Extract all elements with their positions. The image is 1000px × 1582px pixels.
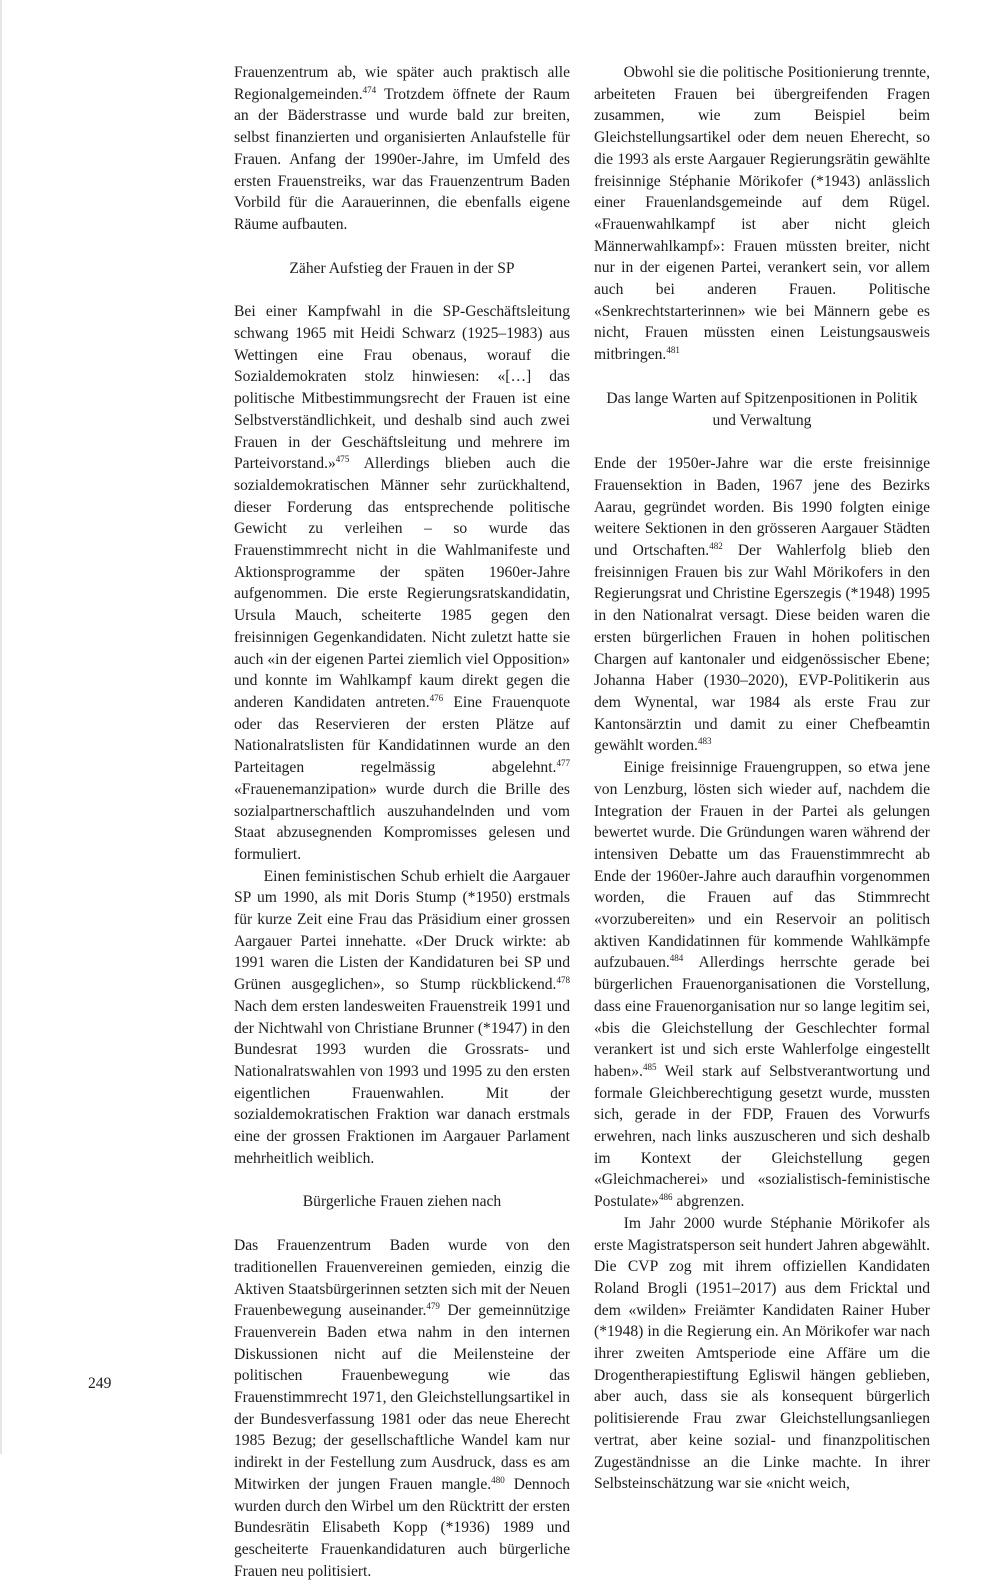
footnote-ref: 475 xyxy=(335,454,350,465)
body-paragraph xyxy=(234,866,570,1170)
footnote-ref: 482 xyxy=(709,541,723,552)
footnote-ref: 484 xyxy=(669,953,684,964)
text-run: Das Frauenzentrum Baden wurde von den traditionellen Frauenvereinen gemieden, einzig die Aktiven Staatsbürgerinnen setzten sich mit der Neuen Frauenbewegung auseinander. xyxy=(234,1237,570,1320)
text-run: Im Jahr 2000 wurde Stéphanie Mörikofer als erste Magistratsperson seit hundert Jahren abgewählt. Die CVP zog mit ihrem offiziellen Kandidaten Roland Brogli (1951–2017) aus dem Fricktal und dem «wilden» Freiämter Kandidaten Rainer Huber (*1948) in die Regierung ein. An Mörikofer war nach ihrer zweiten Amtsperiode eine Affäre um die Drogentherapiestiftung Egliswil hängen geblieben, aber auch, dass sie als konsequent bürgerlich politisierende Frau zwar Gleichstellungsanliegen vertrat, aber keine sozial- und finanzpolitischen Zugeständnisse an die Linke machte. In ihrer Selbsteinschätzung war sie «nicht weich, xyxy=(594,1214,930,1493)
footnote-ref: 480 xyxy=(491,1475,505,1486)
footnote-ref: 481 xyxy=(666,345,680,356)
text-run: Der Wahlerfolg blieb den freisinnigen Frauen bis zur Wahl Mörikofers in den Regierungsrat und Christine Egerszegis (*1948) 1995 in den Nationalrat versagt. Diese beiden waren die ersten bürgerlichen Frauen in hohen politischen Chargen auf kantonaler und eidgenössischer Ebene; Johanna Haber (1930–2020), EVP-Politikerin aus dem Wynental, war 1984 als erste Frau zur Kantonsärztin und damit zu einer Chefbeamtin gewählt worden. xyxy=(594,542,930,755)
text-run: Obwohl sie die politische Positionierung trennte, arbeiteten Frauen bei übergreifenden Fragen zusammen, wie zum Beispiel beim Gleichstellungsartikel oder dem neuen Eherecht, so die 1993 als erste Aargauer Regierungsrätin gewählte freisinnige Stéphanie Mörikofer (*1943) anlässlich einer Frauenlandsgemeinde auf dem Rügel. «Frauenwahlkampf ist aber nicht gleich Männerwahlkampf»: Frauen müssten breiter, nicht nur in der eigenen Partei, verankert sein, vor allem auch bei anderen Frauen. Politische «Senkrechtstarterinnen» wie bei Männern gebe es nicht, Frauen müssten einen Leistungsausweis mitbringen. xyxy=(594,64,930,364)
body-paragraph xyxy=(234,62,570,236)
body-paragraph xyxy=(594,1213,930,1495)
page-edge xyxy=(0,0,2,1454)
footnote-ref: 485 xyxy=(642,1062,657,1073)
text-run: «Frauenemanzipation» wurde durch die Brille des sozialpartnerschaftlich auszuhandelnden und vom Staat abzusegnenden Kompromisses gelesen und formuliert. xyxy=(234,780,570,863)
body-paragraph xyxy=(594,62,930,366)
text-run: Ende der 1950er-Jahre war die erste freisinnige Frauensektion in Baden, 1967 jene des Bezirks Aarau, gegründet worden. Bis 1990 folgten einige weitere Sektionen in den grösseren Aargauer Städten und Ortschaften. xyxy=(594,455,930,560)
section-heading: Das lange Warten auf Spitzenpositionen in Politik und Verwaltung xyxy=(606,389,918,429)
footnote-ref: 486 xyxy=(658,1192,673,1203)
text-run: Weil stark auf Selbstverantwortung und formale Gleichberechtigung gesetzt wurde, mussten sich, gerade in der FDP, Frauen des Vorwurfs erwehren, nach links auszuscheren und sich deshalb im Kontext der Gleichstellung gegen «Gleichmacherei» und «sozialistisch-feministische Postulate» xyxy=(594,1062,930,1211)
text-run: Frauenzentrum ab, wie später auch praktisch alle Regionalgemeinden. xyxy=(234,64,570,103)
footnote-ref: 478 xyxy=(556,975,570,986)
text-run: Trotzdem öffnete der Raum an der Bäderstrasse und wurde bald zur breiten, selbst finanzierten und organisierten Anlaufstelle für Frauen. Anfang der 1990er-Jahre, im Umfeld des ersten Frauenstreiks, war das Frauenzentrum Baden Vorbild für die Aarauerinnen, die ebenfalls eigene Räume aufbauten. xyxy=(234,85,570,233)
body-paragraph xyxy=(594,453,930,757)
text-run: Nach dem ersten landesweiten Frauenstreik 1991 und der Nichtwahl von Christiane Brunner (*1947) in den Bundesrat 1993 wurden die Grossrats- und Nationalratswahlen von 1993 und 1995 zu den ersten eigentlichen Frauenwahlen. Mit der sozialdemokratischen Fraktion war danach erstmals eine der grossen Fraktionen im Aargauer Parlament mehrheitlich weiblich. xyxy=(234,997,570,1167)
footnote-ref: 479 xyxy=(426,1301,440,1312)
text-run: Einen feministischen Schub erhielt die Aargauer SP um 1990, als mit Doris Stump (*1950) erstmals für kurze Zeit eine Frau das Präsidium einer grossen Aargauer Partei innehatte. «Der Druck wirkte: ab 1991 waren die Listen der Kandidaturen bei SP und Grünen ausgeglichen», so Stump rückblickend. xyxy=(234,867,570,994)
footnote-ref: 474 xyxy=(362,84,377,95)
body-paragraph xyxy=(594,757,930,1213)
text-run: Eine Frauenquote oder das Reservieren der ersten Plätze auf Nationalratslisten für Kandidatinnen wurde an den Parteitagen regelmässig abgelehnt. xyxy=(234,693,570,777)
text-run: Bei einer Kampfwahl in die SP-Geschäftsleitung schwang 1965 mit Heidi Schwarz (1925–1983) aus Wettingen eine Frau obenaus, worauf die Sozialdemokraten stolz hinwiesen: «[…] das politische Mitbestimmungsrecht der Frauen ist eine Selbstverständlichkeit, und deshalb sind auch zwei Frauen in der Geschäftsleitung und mehrere im Parteivorstand.» xyxy=(234,303,570,473)
footnote-ref: 476 xyxy=(429,693,444,704)
body-paragraph xyxy=(234,1235,570,1582)
text-run: Der gemeinnützige Frauenverein Baden etwa nahm in den internen Diskussionen nicht auf die Meilensteine der politischen Frauenbewegung wie das Frauenstimmrecht 1971, den Gleichstellungsartikel in der Bundesverfassung 1981 oder das neue Eherecht 1985 Bezug; der gesellschaftliche Wandel kam nur indirekt in der Festellung zum Ausdruck, dass es am Mitwirken der jungen Frauen mangle. xyxy=(234,1302,570,1493)
text-run: abgrenzen. xyxy=(672,1193,745,1211)
page-number: 249 xyxy=(88,1375,112,1392)
left-column xyxy=(234,62,570,1582)
text-run: Allerdings blieben auch die sozialdemokratischen Männer sehr zurückhaltend, dieser Forderung das entsprechende politische Gewicht zu verleihen – so wurde das Frauenstimmrecht nicht in die Wahlmanifeste und Aktionsprogramme der späten 1960er-Jahre aufgenommen. Die erste Regierungsratskandidatin, Ursula Mauch, scheiterte 1985 gegen den freisinnigen Gegenkandidaten. Nicht zuletzt hatte sie auch «in der eigenen Partei ziemlich viel Opposition» und konnte im Wahlkampf kaum direkt gegen die anderen Kandidaten antreten. xyxy=(234,455,570,711)
section-heading: Bürgerliche Frauen ziehen nach xyxy=(302,1193,502,1211)
text-run: Dennoch wurden durch den Wirbel um den Rücktritt der ersten Bundesrätin Elisabeth Kopp (*1936) 1989 und gescheiterte Frauenkandidaturen auch bürgerliche Frauen neu politisiert. xyxy=(234,1475,570,1580)
body-paragraph xyxy=(234,301,570,865)
right-column xyxy=(594,62,930,1495)
footnote-ref: 483 xyxy=(697,736,712,747)
text-run: Allerdings herrschte gerade bei bürgerlichen Frauenorganisationen die Vorstellung, dass eine Frauenorganisation nur so lange legitim sei, «bis die Gleichstellung der Geschlechter formal verankert ist und sich erste Wahlerfolge eingestellt haben». xyxy=(594,954,930,1080)
footnote-ref: 477 xyxy=(556,758,570,769)
text-run: Einige freisinnige Frauengruppen, so etwa jene von Lenzburg, lösten sich wieder auf, nachdem die Integration der Frauen in der Partei als gelungen bewertet wurde. Die Gründungen waren während der intensiven Debatte um das Frauenstimmrecht ab Ende der 1960er-Jahre auch daraufhin vorgenommen worden, die Frauen auf das Stimmrecht «vorzubereiten» und ein Reservoir an politisch aktiven Kandidatinnen für kommende Wahlkämpfe aufzubauen. xyxy=(594,759,930,972)
section-heading: Zäher Aufstieg der Frauen in der SP xyxy=(289,259,515,277)
